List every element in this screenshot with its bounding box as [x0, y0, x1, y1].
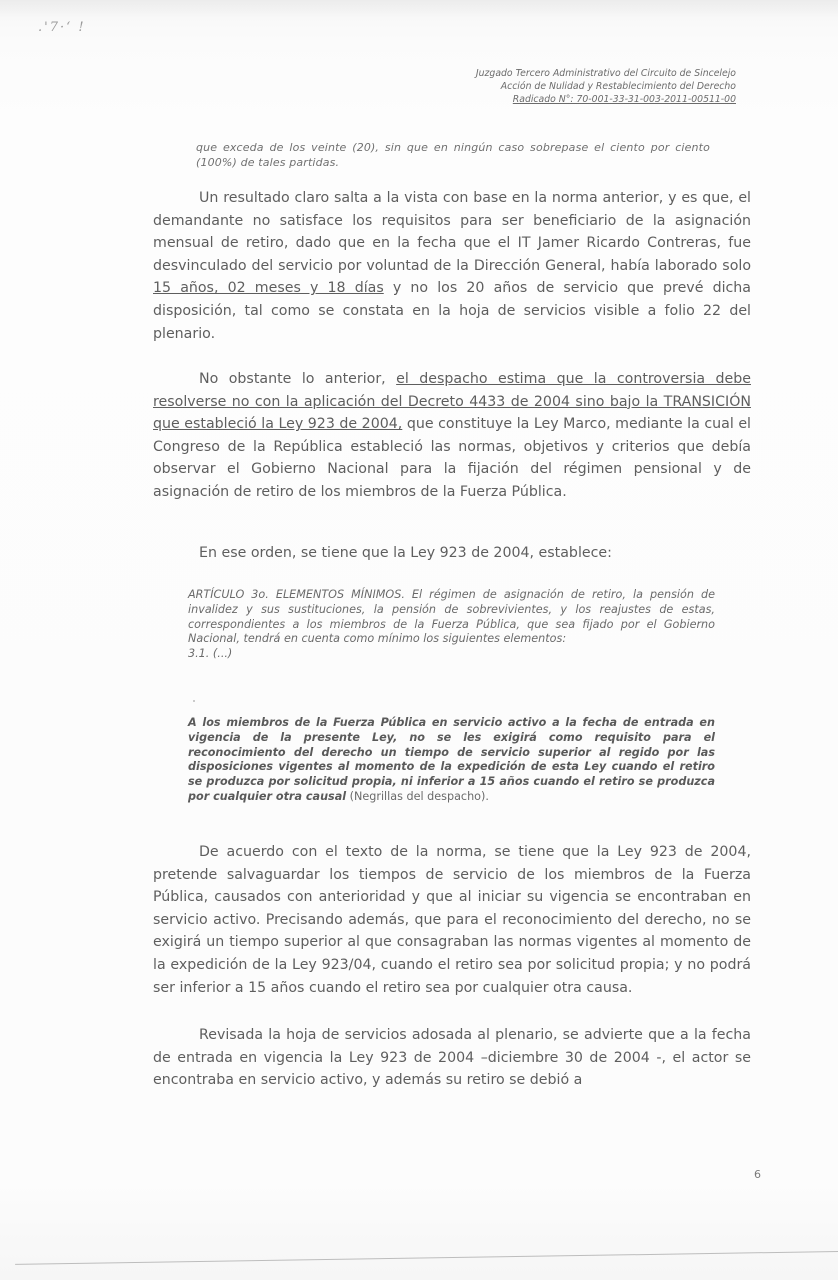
- document-header: [476, 67, 736, 106]
- opening-quote: que exceda de los veinte (20), sin que en ningún caso sobrepase el ciento por ciento (100%) de tales partidas.: [196, 141, 710, 169]
- header-action: Acción de Nulidad y Restablecimiento del Derecho: [500, 81, 736, 92]
- paragraph-2-text-b: que constituye la Ley Marco, mediante la cual el Congreso de la República estableció las normas, objetivos y criterios que debía observar el Gobierno Nacional para la fijación del régimen pensional y de asignación de retiro de los miembros de la Fuerza Pública.: [153, 416, 752, 500]
- article-quote: [188, 588, 715, 662]
- lead-in: En ese orden, se tiene que la Ley 923 de 2004, establece:: [199, 545, 612, 561]
- article-note: (Negrillas del despacho).: [346, 789, 489, 803]
- article-text: ARTÍCULO 3o. ELEMENTOS MÍNIMOS. El régimen de asignación de retiro, la pensión de invalidez y sus sustituciones, la pensión de sobrevivientes, y los reajustes de estas, correspondientes a los miembros de la Fuerza Pública, que sea fijado por el Gobierno Nacional, tendrá en cuenta como mínimo los siguientes elementos:: [188, 588, 715, 646]
- paragraph-1: [153, 187, 751, 345]
- paragraph-4-text: Revisada la hoja de servicios adosada al plenario, se advierte que a la fecha de entrada en vigencia la Ley 923 de 2004 –diciembre 30 de 2004 -, el actor se encontraba en servicio activo, y además su retiro se debió a: [153, 1027, 751, 1089]
- scan-top-shadow: [0, 0, 838, 18]
- scan-speck: [193, 700, 195, 702]
- scan-edge-line: [15, 1251, 838, 1265]
- header-case-number: Radicado N°: 70-001-33-31-003-2011-00511-00: [512, 94, 736, 105]
- paragraph-2-text-a: No obstante lo anterior,: [199, 371, 397, 387]
- paragraph-3-text: De acuerdo con el texto de la norma, se tiene que la Ley 923 de 2004, pretende salvaguardar los tiempos de servicio de los miembros de la Fuerza Pública, causados con anterioridad y que al iniciar su vigencia se encontraban en servicio activo. Precisando además, que para el reconocimiento del derecho, no se exigirá un tiempo superior al que consagraban las normas vigentes al momento de la expedición de la Ley 923/04, cuando el retiro sea por solicitud propia; y no podrá ser inferior a 15 años cuando el retiro sea por cualquier otra causa.: [153, 844, 751, 996]
- paragraph-1-underlined: 15 años, 02 meses y 18 días: [153, 280, 384, 297]
- paragraph-2-underlined: el despacho estima que la controversia debe resolverse no con la aplicación del Decreto 4433 de 2004 sino bajo la TRANSICIÓN que estableció la Ley 923 de 2004,: [153, 371, 751, 433]
- paragraph-2: [153, 368, 751, 504]
- paragraph-3: [153, 841, 751, 999]
- article-bold-text: A los miembros de la Fuerza Pública en servicio activo a la fecha de entrada en vigencia de la presente Ley, no se les exigirá como requisito para el reconocimiento del derecho un tiempo de servicio superior al regido por las disposiciones vigentes al momento de la expedición de esta Ley cuando el retiro se produzca por solicitud propia, ni inferior a 15 años cuando el retiro se produzca por cualquier otra causal: [188, 716, 715, 803]
- paragraph-1-text-a: Un resultado claro salta a la vista con base en la norma anterior, y es que, el demandante no satisface los requisitos para ser beneficiario de la asignación mensual de retiro, dado que en la fecha que el IT Jamer Ricardo Contreras, fue desvinculado del servicio por voluntad de la Dirección General, había laborado solo: [153, 190, 751, 274]
- article-bold-quote: [188, 716, 715, 805]
- margin-scribble: .'7·ʻ !: [38, 20, 86, 35]
- paragraph-1-text-b: y no los 20 años de servicio que prevé dicha disposición, tal como se constata en la hoja de servicios visible a folio 22 del plenario.: [153, 280, 751, 342]
- article-item: 3.1. (...): [188, 647, 233, 661]
- page-number: 6: [754, 1168, 761, 1181]
- header-court: Juzgado Tercero Administrativo del Circuito de Sincelejo: [475, 68, 736, 79]
- paragraph-4: [153, 1024, 751, 1092]
